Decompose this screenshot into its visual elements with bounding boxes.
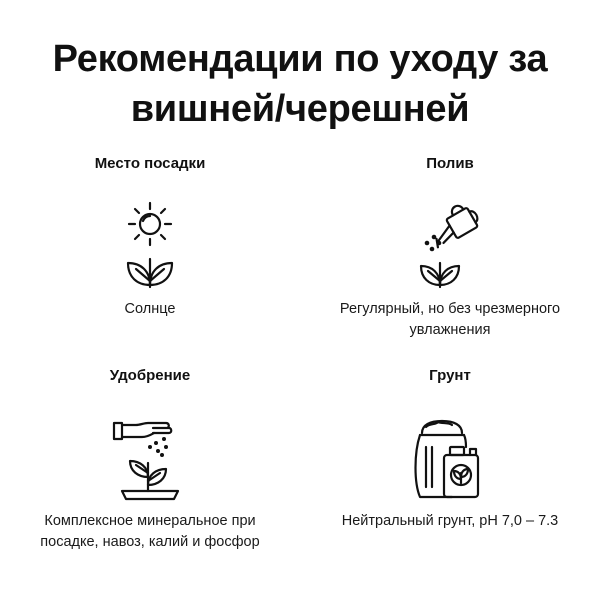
page-title [0, 34, 600, 134]
watering-can-sprout-icon [410, 201, 490, 289]
card-text-line: Нейтральный грунт, pH 7,0 – 7.3 [341, 513, 559, 529]
card-text [0, 299, 300, 320]
card-fertilizer [0, 366, 300, 553]
card-heading: Место посадки [94, 155, 206, 172]
hand-fertilizer-sprout-icon [110, 413, 190, 501]
page-title-line-1: Рекомендации по уходу за [52, 38, 548, 80]
card-heading: Полив [426, 155, 474, 172]
card-text-line: Солнце [124, 301, 176, 317]
card-heading: Грунт [429, 367, 471, 384]
card-watering [300, 154, 600, 341]
card-soil [300, 366, 600, 532]
card-text-line: посадке, навоз, калий и фосфор [40, 534, 260, 550]
card-text [300, 299, 600, 341]
card-text [300, 511, 600, 532]
card-text-line: увлажнения [409, 322, 491, 338]
card-heading: Удобрение [109, 367, 191, 384]
card-text-line: Комплексное минеральное при [44, 513, 256, 529]
soil-bag-icon [410, 413, 490, 501]
card-planting-place [0, 154, 300, 320]
page-title-line-2: вишней/черешней [130, 88, 470, 130]
sun-sprout-icon [119, 201, 181, 289]
card-text [0, 511, 300, 553]
card-text-line: Регулярный, но без чрезмерного [339, 301, 561, 317]
